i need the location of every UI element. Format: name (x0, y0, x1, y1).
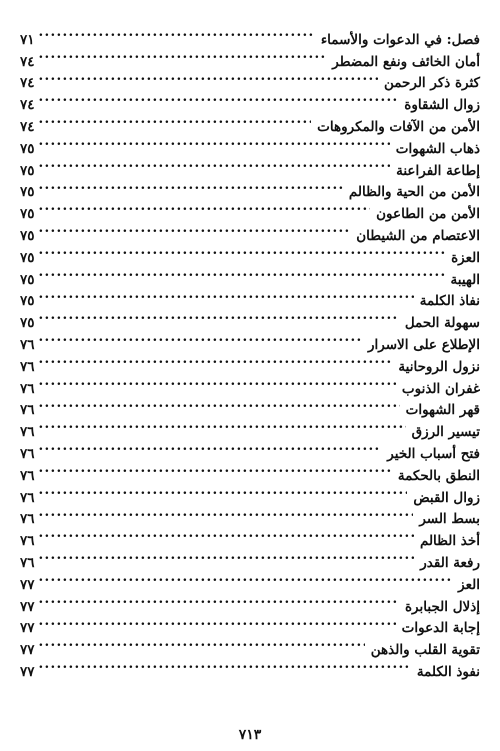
toc-entry (20, 305, 480, 332)
toc-entry-page: ٧٦ (20, 336, 35, 353)
toc-entry-page: ٧٦ (20, 489, 35, 506)
toc-entry (20, 589, 480, 615)
toc-entry-title: أخذ الظالم (419, 533, 480, 550)
dot-leader (39, 611, 396, 633)
dot-leader (39, 305, 399, 327)
dot-leader (39, 131, 390, 153)
toc-entry-title: الأمن من الآفات والمكروهات (317, 118, 480, 135)
toc-entry-page: ٧٧ (20, 576, 35, 593)
dot-leader (39, 66, 378, 88)
toc-entry-page: ٧٧ (20, 620, 35, 637)
toc-entry-page: ٧٦ (20, 445, 35, 462)
dot-leader (39, 654, 411, 676)
dot-leader (39, 218, 351, 240)
toc-entry (20, 262, 480, 288)
toc-entry-page: ٧٦ (20, 511, 35, 528)
toc-entry-title: أمان الخائف ونفع المضطر (332, 53, 480, 70)
toc-entry-page: ٧٥ (20, 315, 35, 332)
dot-leader (39, 87, 399, 109)
toc-entry-title: رفعة القدر (420, 554, 480, 571)
toc-entry (20, 22, 480, 48)
dot-leader (39, 262, 445, 284)
toc-entry-title: زوال القبض (413, 489, 480, 506)
dot-leader (39, 153, 391, 175)
toc-entry-title: غفران الذنوب (401, 380, 480, 397)
toc-entry-page: ٧٦ (20, 402, 35, 419)
toc-entry-page: ٧٥ (20, 140, 35, 157)
dot-leader (39, 393, 400, 415)
dot-leader (39, 545, 415, 567)
toc-entry-title: سهولة الحمل (404, 315, 480, 332)
page-number: ٧١٣ (238, 727, 262, 743)
toc-entry-title: العزة (451, 249, 480, 266)
toc-entry-title: نفوذ الكلمة (416, 663, 480, 680)
dot-leader (39, 22, 315, 44)
toc-entry-title: الأمن من الطاعون (376, 206, 480, 223)
toc-entry (20, 502, 480, 528)
toc-entry-title: إجابة الدعوات (401, 620, 480, 637)
toc-entry-page: ٧٧ (20, 663, 35, 680)
toc-entry-title: نفاذ الكلمة (419, 293, 480, 310)
dot-leader (39, 284, 414, 306)
toc-entry-page: ٧٦ (20, 533, 35, 550)
dot-leader (39, 196, 371, 218)
toc-entry-page: ٧٥ (20, 206, 35, 223)
dot-leader (39, 175, 343, 197)
table-of-contents (20, 22, 480, 680)
toc-entry (20, 240, 480, 266)
dot-leader (39, 327, 363, 349)
toc-entry-title: الهيبة (450, 271, 480, 288)
dot-leader (39, 436, 382, 458)
toc-entry-page: ٧١ (20, 31, 35, 48)
toc-entry-title: الاعتصام من الشيطان (356, 227, 480, 244)
toc-entry-page: ٧٧ (20, 642, 35, 659)
dot-leader (39, 632, 365, 654)
toc-entry-page: ٧٦ (20, 467, 35, 484)
toc-entry-title: ذهاب الشهوات (395, 140, 480, 157)
toc-entry-title: الأمن من الحية والظالم (348, 184, 480, 201)
dot-leader (39, 589, 399, 611)
toc-entry-page: ٧٦ (20, 380, 35, 397)
dot-leader (39, 523, 414, 545)
toc-entry (20, 545, 480, 571)
toc-entry-page: ٧٥ (20, 249, 35, 266)
toc-entry-page: ٧٤ (20, 97, 35, 114)
dot-leader (39, 502, 414, 524)
toc-entry-title: الإطلاع على الاسرار (368, 336, 480, 353)
toc-entry-page: ٧٥ (20, 227, 35, 244)
toc-entry-title: نزول الروحانية (398, 358, 480, 375)
toc-entry-title: بسط السر (419, 511, 480, 528)
toc-entry-page: ٧٦ (20, 424, 35, 441)
dot-leader (39, 44, 327, 66)
toc-entry-page: ٧٥ (20, 162, 35, 179)
toc-entry-page: ٧٦ (20, 358, 35, 375)
toc-entry-page: ٧٥ (20, 271, 35, 288)
toc-entry-page: ٧٧ (20, 598, 35, 615)
toc-entry-page: ٧٤ (20, 75, 35, 92)
toc-entry-title: كثرة ذكر الرحمن (383, 75, 480, 92)
toc-entry-title: قهر الشهوات (405, 402, 480, 419)
toc-entry-page: ٧٦ (20, 554, 35, 571)
toc-entry-page: ٧٤ (20, 53, 35, 70)
dot-leader (39, 109, 312, 131)
toc-entry-page: ٧٥ (20, 184, 35, 201)
dot-leader (39, 458, 392, 480)
toc-entry-title: زوال الشقاوة (404, 97, 480, 114)
dot-leader (39, 240, 446, 262)
toc-entry-title: فتح أسباب الخير (387, 445, 480, 462)
toc-entry-title: العز (458, 576, 480, 593)
toc-entry (20, 523, 480, 550)
dot-leader (39, 480, 408, 502)
dot-leader (39, 567, 453, 589)
toc-entry-title: إذلال الجبابرة (404, 598, 480, 615)
toc-entry-title: فصل: في الدعوات والأسماء (320, 31, 480, 48)
toc-entry (20, 567, 480, 593)
toc-entry-title: تيسير الرزق (411, 424, 480, 441)
toc-entry-title: تقوية القلب والذهن (370, 642, 480, 659)
dot-leader (39, 414, 406, 436)
dot-leader (39, 349, 393, 371)
toc-entry-title: النطق بالحكمة (397, 467, 480, 484)
toc-entry-page: ٧٥ (20, 293, 35, 310)
dot-leader (39, 371, 396, 393)
toc-entry-page: ٧٤ (20, 118, 35, 135)
toc-entry-title: إطاعة الفراعنة (396, 162, 480, 179)
toc-entry (20, 284, 480, 310)
